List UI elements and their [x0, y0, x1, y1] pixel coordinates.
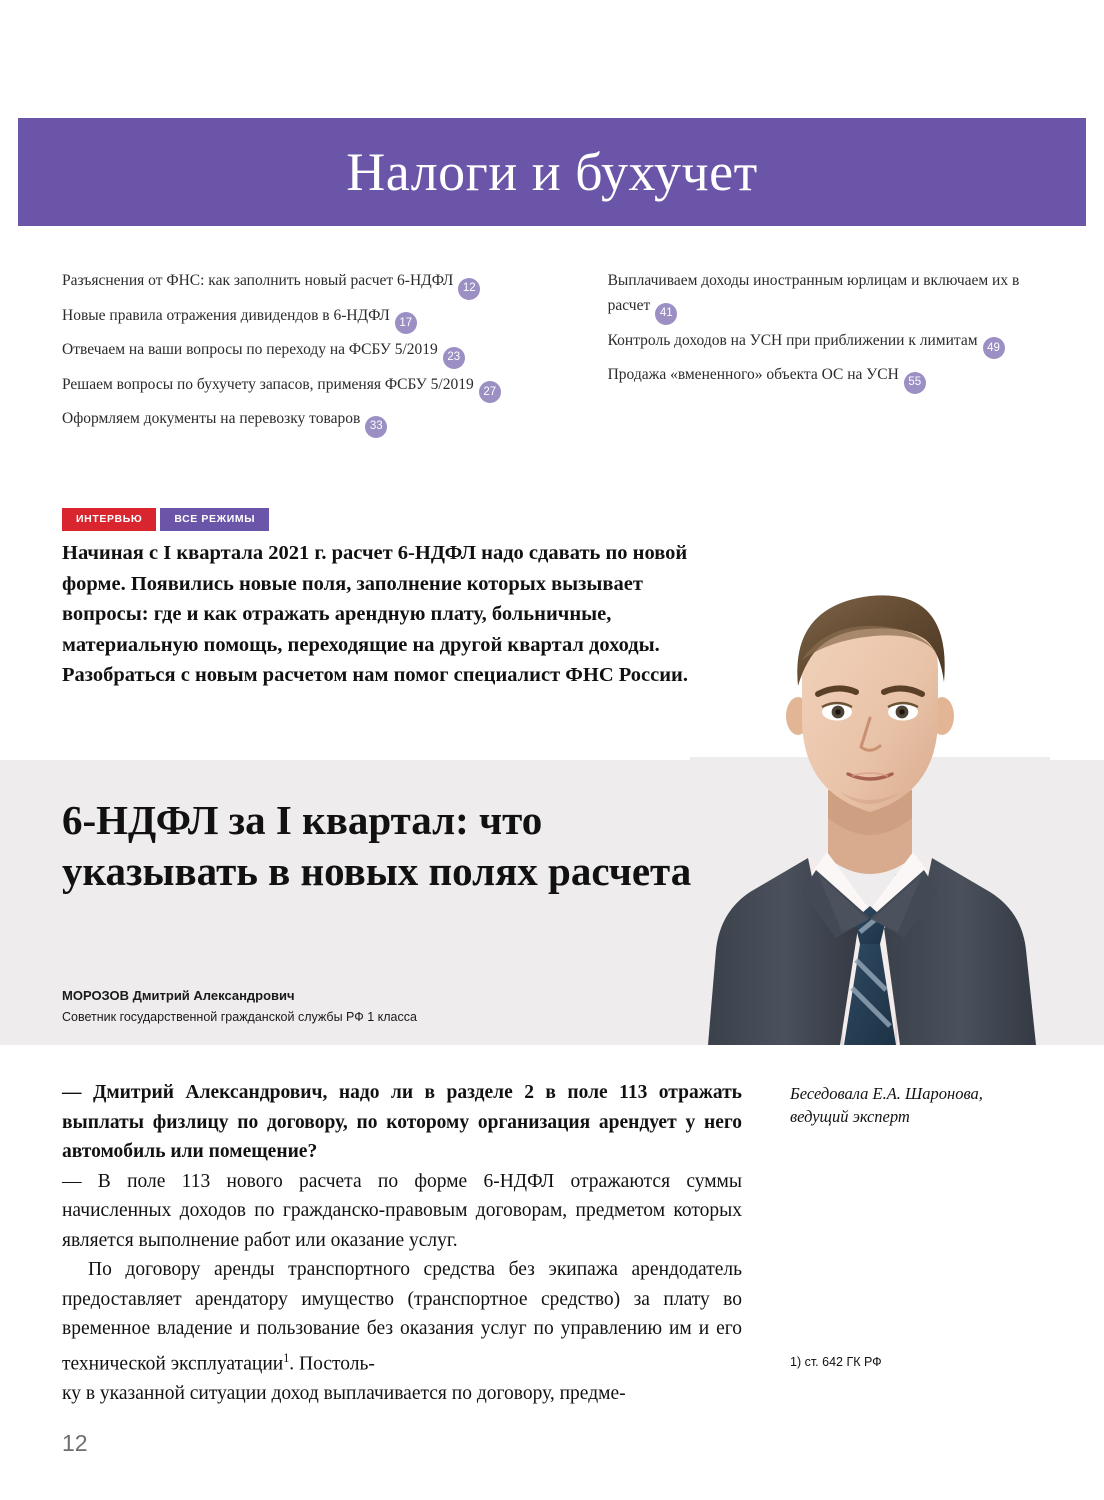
table-of-contents: [62, 268, 1022, 441]
toc-entry[interactable]: [608, 362, 1022, 394]
toc-entry-page: 23: [443, 347, 465, 369]
toc-entry[interactable]: [608, 328, 1022, 360]
toc-entry[interactable]: [62, 406, 536, 438]
footnote-reference: 1) ст. 642 ГК РФ: [790, 1355, 882, 1369]
portrait-illustration: [690, 540, 1050, 1045]
section-header-band: [18, 118, 1086, 226]
author-name: МОРОЗОВ Дмитрий Александрович: [62, 988, 295, 1003]
author-portrait: [690, 540, 1050, 1045]
toc-entry-text: Решаем вопросы по бухучету запасов, применяя ФСБУ 5/2019: [62, 375, 474, 393]
toc-entry[interactable]: [62, 372, 536, 404]
toc-entry-text: Контроль доходов на УСН при приближении к лимитам: [607, 331, 978, 349]
interview-answer-1: — В поле 113 нового расчета по форме 6-НДФЛ отражаются суммы начисленных доходов по гражданско-правовым договорам, предметом которых является выполнение работ или оказание услуг.: [62, 1170, 742, 1251]
toc-column-right: [536, 268, 1022, 441]
toc-entry-text: Оформляем документы на перевозку товаров: [62, 410, 361, 427]
toc-entry-page: 49: [983, 337, 1005, 359]
toc-entry-text: Разъяснения от ФНС: как заполнить новый расчет 6-НДФЛ: [62, 272, 454, 289]
toc-entry[interactable]: [62, 303, 536, 335]
toc-entry[interactable]: [62, 268, 536, 300]
tag-all-regimes[interactable]: ВСЕ РЕЖИМЫ: [160, 508, 269, 531]
toc-entry-page: 12: [458, 278, 480, 300]
tag-interview[interactable]: ИНТЕРВЬЮ: [62, 508, 156, 531]
toc-entry[interactable]: [608, 268, 1022, 325]
footnote-marker: 1: [283, 1350, 290, 1365]
article-lead: Начиная с I квартала 2021 г. расчет 6-НДФЛ надо сдавать по новой форме. Появились новые поля, заполнение которых вызывает вопросы: где и как отражать арендную плату, больничные, материальную помощь, переходящие на другой квартал доходы. Разобраться с новым расчетом нам помог специалист ФНС России.: [62, 542, 688, 686]
toc-entry-text: Новые правила отражения дивидендов в 6-НДФЛ: [62, 306, 390, 324]
toc-entry-page: 27: [479, 381, 501, 403]
toc-entry-page: 33: [365, 416, 387, 438]
page-number: 12: [62, 1430, 88, 1456]
toc-entry-text: Выплачиваем доходы иностранным юрлицам и включаем их в расчет: [607, 272, 1020, 314]
author-role: Советник государственной гражданской службы РФ 1 класса: [62, 1010, 417, 1024]
toc-entry[interactable]: [62, 337, 536, 369]
section-title: Налоги и бухучет: [346, 142, 758, 202]
article-body: [62, 1078, 742, 1408]
interview-question: — Дмитрий Александрович, надо ли в разделе 2 в поле 113 отражать выплаты физлицу по договору, по которому организация арендует у него автомобиль или помещение?: [62, 1082, 742, 1162]
interview-answer-2: По договору аренды транспортного средства без экипажа арендодатель предоставляет арендатору имущество (транспортное средство) за плату во временное владение и пользование без оказания услуг по управлению им и его технической эксплуатации$^1$. Постоль-: [62, 1259, 742, 1374]
toc-entry-text: Продажа «вмененного» объекта ОС на УСН: [607, 366, 899, 383]
toc-entry-page: 55: [904, 372, 926, 394]
toc-entry-text: Отвечаем на ваши вопросы по переходу на ФСБУ 5/2019: [62, 341, 438, 358]
article-headline: 6-НДФЛ за I квартал: что указывать в новых полях расчета: [62, 797, 692, 894]
interview-answer-3: ку в указанной ситуации доход выплачивается по договору, предме-: [62, 1382, 626, 1404]
toc-column-left: [62, 268, 536, 441]
toc-entry-page: 17: [395, 312, 417, 334]
article-tags: [62, 508, 269, 531]
toc-entry-page: 41: [655, 303, 677, 325]
interview-answer-2-text: По договору аренды транспортного средства без экипажа арендодатель предоставляет арендатору имущество (транспортное средство) за плату во временное владение и пользование без оказания услуг по управлению им и его технической эксплуатации: [62, 1259, 742, 1374]
interviewer-note: Беседовала Е.А. Шаронова, ведущий эксперт: [790, 1084, 983, 1126]
